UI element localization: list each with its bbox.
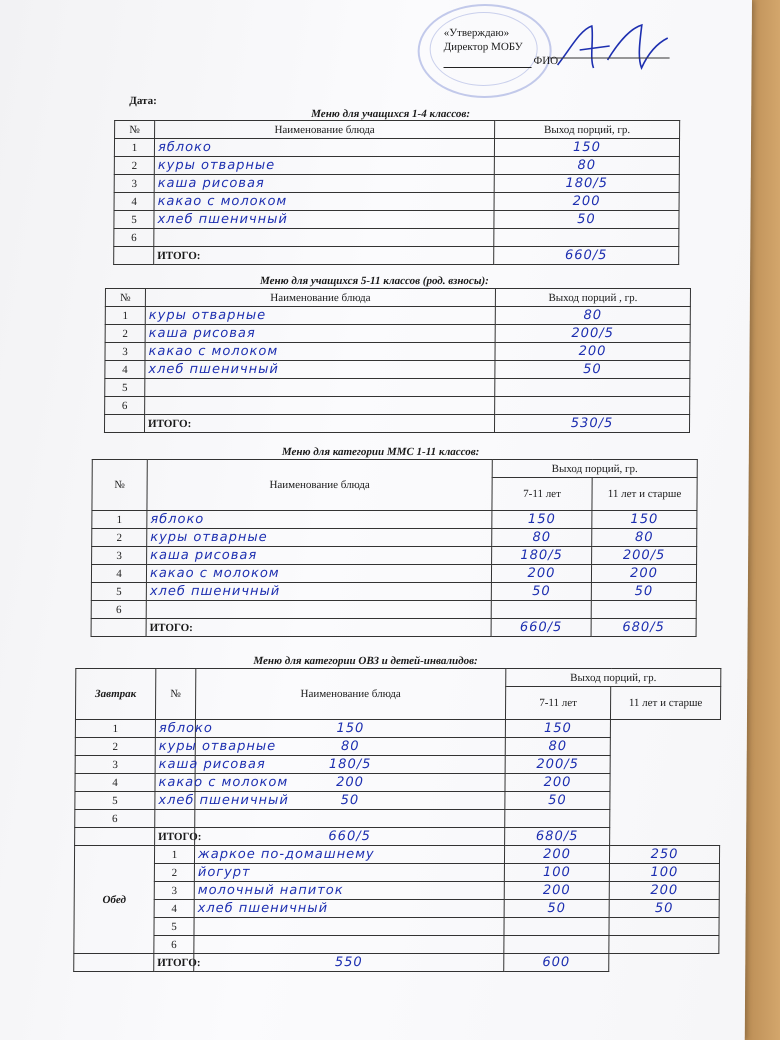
portion-value-age2: 100 (609, 864, 719, 882)
dish-name: какао с молоком (146, 565, 491, 583)
portion-value-age1 (504, 936, 609, 954)
dish-name: хлеб пшеничный (145, 361, 495, 379)
portion-value-age1 (491, 601, 591, 619)
row-number: 3 (75, 756, 155, 774)
dish-name: каша рисовая (155, 756, 195, 774)
total-label: ИТОГО: (154, 954, 194, 972)
dish-name (145, 379, 495, 397)
portion-value: 80 (495, 307, 690, 325)
col-portion-header: Выход порций, гр. (506, 669, 721, 687)
col-num-header: № (92, 460, 147, 511)
row-number: 3 (105, 343, 145, 361)
portion-value-age1: 200 (195, 774, 505, 792)
col-age1-header: 7-11 лет (505, 687, 610, 720)
col-name-header: Наименование блюда (195, 669, 505, 720)
table-total-row (114, 247, 679, 265)
table-row (114, 157, 679, 175)
approval-fio: ФИО (444, 54, 559, 68)
table-row (92, 511, 697, 529)
total-label: ИТОГО: (154, 247, 494, 265)
dish-name: каша рисовая (147, 547, 492, 565)
row-number: 2 (92, 529, 147, 547)
dish-name: какао с молоком (155, 774, 195, 792)
table-row (75, 738, 720, 756)
row-number: 5 (91, 583, 146, 601)
col-portion-header: Выход порций, гр. (492, 460, 697, 478)
total-label: ИТОГО: (146, 619, 491, 637)
breakfast-total-age1: 660/5 (195, 828, 505, 846)
row-number: 6 (105, 397, 145, 415)
portion-value-age2: 200 (505, 774, 610, 792)
table-row (74, 936, 719, 954)
portion-value (495, 379, 690, 397)
row-number: 3 (154, 882, 194, 900)
portion-value (494, 229, 679, 247)
portion-value-age2: 80 (592, 529, 697, 547)
portion-value-age2 (505, 810, 610, 828)
table-row (105, 343, 690, 361)
portion-value-age2: 200/5 (505, 756, 610, 774)
portion-value-age1: 180/5 (492, 547, 592, 565)
table-row (114, 175, 679, 193)
table-row (74, 918, 719, 936)
row-number: 4 (105, 361, 145, 379)
col-age1-header: 7-11 лет (492, 478, 592, 511)
row-number: 5 (114, 211, 154, 229)
total-value-age2: 680/5 (591, 619, 696, 637)
portion-value-age1 (504, 918, 609, 936)
table-row (74, 864, 719, 882)
portion-value: 200 (494, 193, 679, 211)
table-row (114, 193, 679, 211)
portion-value: 50 (495, 361, 690, 379)
table3-caption: Меню для категории ММС 1-11 классов: (281, 446, 480, 458)
table-header-row (115, 121, 680, 139)
dish-name (146, 601, 491, 619)
portion-value-age2: 150 (505, 720, 610, 738)
table-row (91, 583, 696, 601)
dish-name (145, 397, 495, 415)
breakfast-total-age2: 680/5 (505, 828, 610, 846)
section-breakfast-label: Завтрак (75, 669, 155, 720)
dish-name: какао с молоком (154, 193, 494, 211)
lunch-total-age1: 550 (194, 954, 504, 972)
col-num-header: № (115, 121, 155, 139)
dish-name: какао с молоком (145, 343, 495, 361)
portion-value-age1: 50 (504, 900, 609, 918)
date-label: Дата: (129, 95, 157, 107)
table-row (92, 547, 697, 565)
dish-name: куры отварные (155, 738, 195, 756)
table-row (105, 379, 690, 397)
row-number: 3 (92, 547, 147, 565)
total-label: ИТОГО: (144, 415, 494, 433)
table-row (114, 229, 679, 247)
row-number: 1 (105, 307, 145, 325)
total-value: 660/5 (494, 247, 679, 265)
portion-value-age1: 200 (504, 882, 609, 900)
dish-name: яблоко (155, 720, 195, 738)
total-value: 530/5 (494, 415, 689, 433)
table2-caption: Меню для учащихся 5-11 классов (род. взносы): (259, 275, 489, 287)
dish-name (155, 810, 195, 828)
portion-value: 80 (494, 157, 679, 175)
table-header-row (92, 460, 697, 478)
col-name-header: Наименование блюда (145, 289, 495, 307)
row-number: 2 (114, 157, 154, 175)
row-number: 1 (114, 139, 154, 157)
portion-value: 200/5 (495, 325, 690, 343)
dish-name: хлеб пшеничный (155, 792, 195, 810)
portion-value-age2: 50 (591, 583, 696, 601)
portion-value-age1: 150 (492, 511, 592, 529)
lunch-total-row (74, 954, 719, 972)
table-row (114, 139, 679, 157)
portion-value-age2: 200 (591, 565, 696, 583)
total-value-age1: 660/5 (491, 619, 591, 637)
total-label: ИТОГО: (155, 828, 195, 846)
row-number: 5 (75, 792, 155, 810)
portion-value-age1 (195, 810, 505, 828)
dish-name (194, 918, 504, 936)
table-row (91, 565, 696, 583)
portion-value-age1: 80 (492, 529, 592, 547)
portion-value-age2: 200 (609, 882, 719, 900)
col-num-header: № (105, 289, 145, 307)
table1-caption: Меню для учащихся 1-4 классов: (311, 108, 471, 120)
approval-position: Директор МОБУ (443, 41, 523, 53)
portion-value-age1: 150 (195, 720, 505, 738)
dish-name: каша рисовая (145, 325, 495, 343)
portion-value-age1: 180/5 (195, 756, 505, 774)
menu-table-1-4 (113, 120, 680, 265)
portion-value: 150 (494, 139, 679, 157)
table-row (74, 882, 719, 900)
portion-value-age2 (591, 601, 696, 619)
lunch-total-age2: 600 (504, 954, 609, 972)
signature-icon (549, 20, 669, 80)
table-row (105, 361, 690, 379)
row-number: 1 (92, 511, 147, 529)
dish-name (194, 936, 504, 954)
table4-caption: Меню для категории ОВЗ и детей-инвалидов: (253, 655, 478, 667)
portion-value-age2: 150 (592, 511, 697, 529)
row-number: 1 (75, 720, 155, 738)
menu-table-mms (91, 459, 698, 637)
portion-value-age2: 200/5 (592, 547, 697, 565)
dish-name (154, 229, 494, 247)
col-name-header: Наименование блюда (155, 121, 495, 139)
row-number: 3 (114, 175, 154, 193)
dish-name: куры отварные (145, 307, 495, 325)
row-number: 6 (154, 936, 194, 954)
row-number: 6 (91, 601, 146, 619)
approval-block (444, 26, 559, 68)
table-row (74, 846, 719, 864)
row-number: 4 (114, 193, 154, 211)
row-number: 2 (154, 864, 194, 882)
dish-name: хлеб пшеничный (154, 211, 494, 229)
table-header-row (76, 669, 721, 687)
menu-table-ovz (73, 668, 721, 972)
portion-value-age2 (609, 936, 719, 954)
portion-value-age1: 80 (195, 738, 505, 756)
table-total-row (104, 415, 689, 433)
table-row (105, 397, 690, 415)
table-row (105, 325, 690, 343)
table-total-row (91, 619, 696, 637)
dish-name: яблоко (147, 511, 492, 529)
col-portion-header: Выход порций , гр. (495, 289, 690, 307)
portion-value-age2: 250 (609, 846, 719, 864)
menu-table-5-11 (104, 288, 691, 433)
row-number: 4 (91, 565, 146, 583)
portion-value-age2: 80 (505, 738, 610, 756)
row-number: 4 (154, 900, 194, 918)
breakfast-total-row (75, 828, 720, 846)
table-row (114, 211, 679, 229)
portion-value-age1: 100 (504, 864, 609, 882)
row-number: 5 (154, 918, 194, 936)
table-row (74, 900, 719, 918)
row-number: 6 (75, 810, 155, 828)
portion-value: 200 (495, 343, 690, 361)
section-lunch-label: Обед (74, 846, 155, 954)
dish-name: хлеб пшеничный (146, 583, 491, 601)
table-row (105, 307, 690, 325)
dish-name: куры отварные (154, 157, 494, 175)
portion-value-age2: 50 (505, 792, 610, 810)
col-age2-header: 11 лет и старше (592, 478, 697, 511)
portion-value (495, 397, 690, 415)
portion-value-age1: 200 (491, 565, 591, 583)
col-num-header: № (155, 669, 195, 720)
portion-value-age2: 50 (609, 900, 719, 918)
table-row (75, 756, 720, 774)
row-number: 5 (105, 379, 145, 397)
table-row (75, 720, 720, 738)
table-header-row (105, 289, 690, 307)
dish-name: хлеб пшеничный (194, 900, 504, 918)
dish-name: яблоко (154, 139, 494, 157)
portion-value: 50 (494, 211, 679, 229)
row-number: 4 (75, 774, 155, 792)
col-portion-header: Выход порций, гр. (495, 121, 680, 139)
portion-value-age1: 50 (195, 792, 505, 810)
table-row (91, 601, 696, 619)
portion-value: 180/5 (494, 175, 679, 193)
approval-title: «Утверждаю» (443, 27, 510, 39)
dish-name: каша рисовая (154, 175, 494, 193)
row-number: 6 (114, 229, 154, 247)
dish-name: куры отварные (147, 529, 492, 547)
col-age2-header: 11 лет и старше (610, 687, 720, 720)
portion-value-age1: 200 (504, 846, 609, 864)
portion-value-age2 (609, 918, 719, 936)
table-row (75, 810, 720, 828)
table-row (75, 774, 720, 792)
dish-name: йогурт (194, 864, 504, 882)
row-number: 2 (105, 325, 145, 343)
table-row (75, 792, 720, 810)
row-number: 1 (154, 846, 194, 864)
portion-value-age1: 50 (491, 583, 591, 601)
row-number: 2 (75, 738, 155, 756)
dish-name: молочный напиток (194, 882, 504, 900)
table-row (92, 529, 697, 547)
col-name-header: Наименование блюда (147, 460, 492, 511)
dish-name: жаркое по-домашнему (194, 846, 504, 864)
